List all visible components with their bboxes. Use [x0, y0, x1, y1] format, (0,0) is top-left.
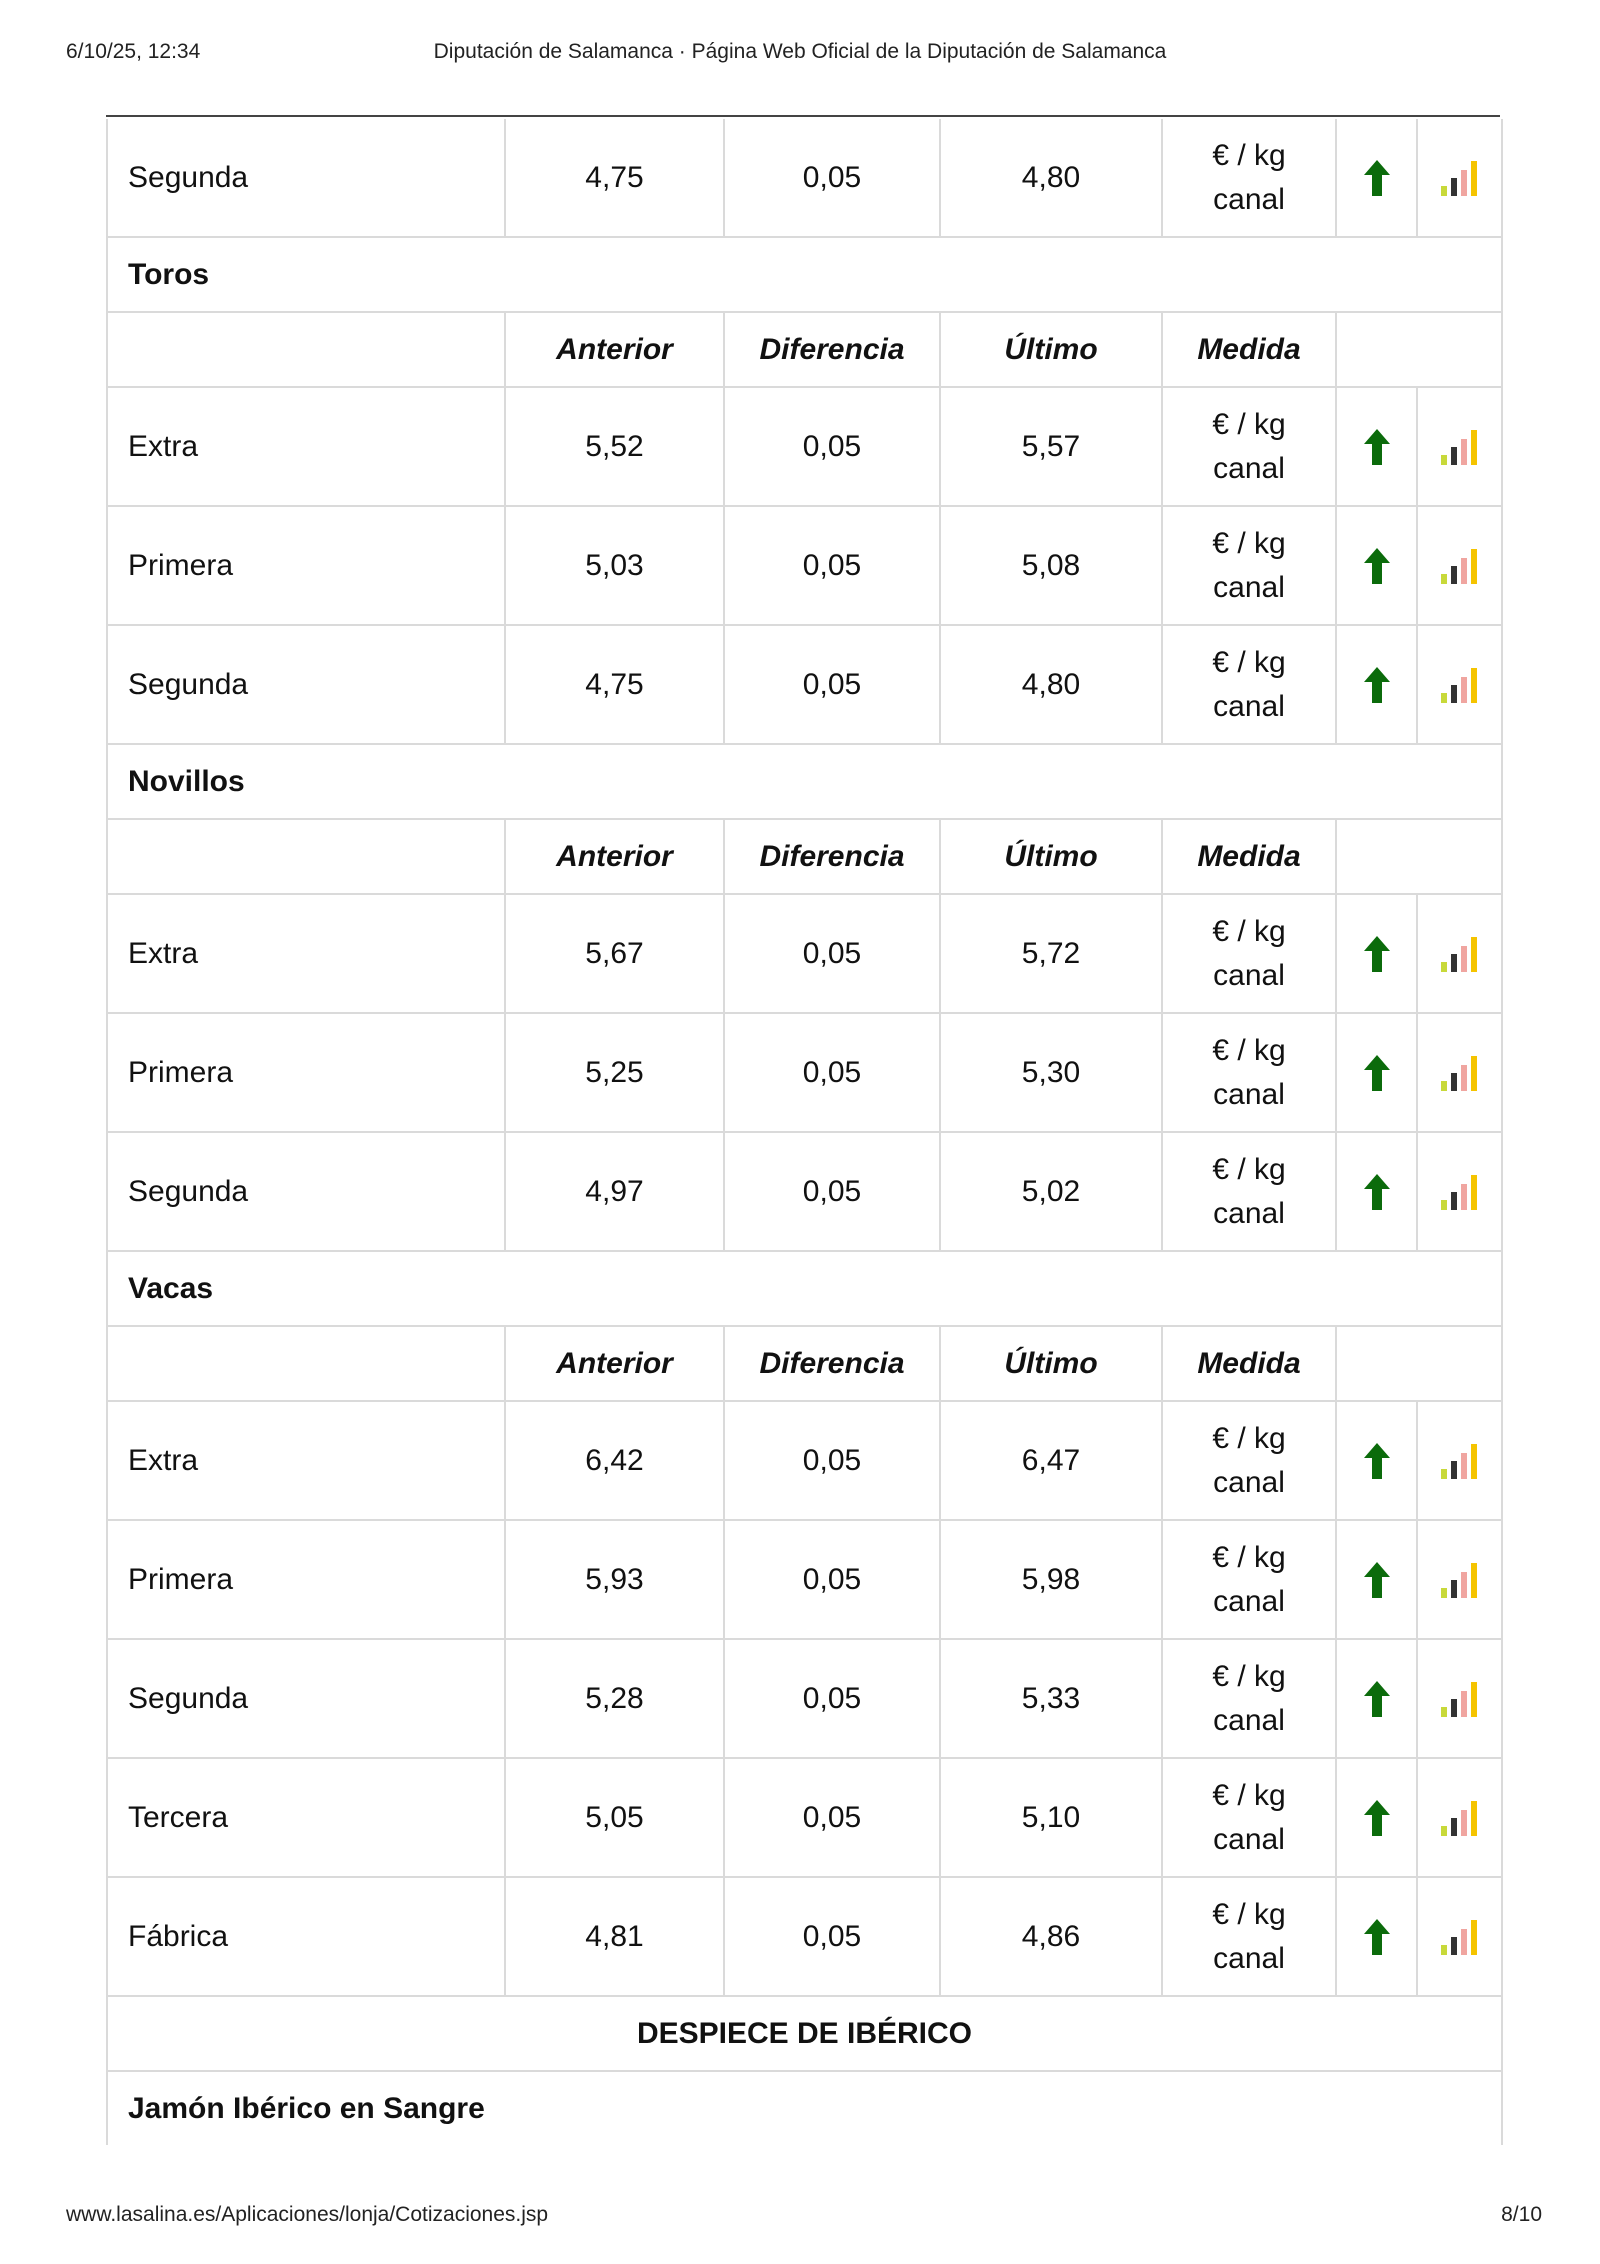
arrow-up-icon: [1363, 1561, 1391, 1594]
unit-cell: [1162, 1013, 1336, 1132]
column-header-row: [107, 1326, 1502, 1401]
unit-cell: [1162, 387, 1336, 506]
ultimo-value: 5,33: [940, 1639, 1162, 1758]
ultimo-value: 5,57: [940, 387, 1162, 506]
chart-cell: [1417, 119, 1502, 237]
anterior-value: 6,42: [505, 1401, 724, 1520]
table-row: [107, 506, 1502, 625]
prices-table-body: [107, 119, 1502, 2145]
unit-line1: € / kg: [1212, 1778, 1286, 1812]
row-name: Segunda: [107, 119, 505, 237]
bar-chart-icon[interactable]: [1439, 1561, 1481, 1594]
diferencia-value: 0,05: [724, 119, 940, 237]
bar-chart-icon[interactable]: [1439, 1799, 1481, 1832]
unit-line2: canal: [1213, 689, 1285, 723]
bar-chart-icon[interactable]: [1439, 547, 1481, 580]
trend-cell: [1336, 1013, 1417, 1132]
bar-chart-icon[interactable]: [1439, 1680, 1481, 1713]
row-name: Segunda: [107, 625, 505, 744]
row-name: Primera: [107, 1013, 505, 1132]
ultimo-value: 5,30: [940, 1013, 1162, 1132]
trend-cell: [1336, 119, 1417, 237]
anterior-value: 4,81: [505, 1877, 724, 1996]
diferencia-value: 0,05: [724, 1132, 940, 1251]
diferencia-value: 0,05: [724, 625, 940, 744]
trend-cell: [1336, 506, 1417, 625]
bar-chart-icon[interactable]: [1439, 1918, 1481, 1951]
section-title: Jamón Ibérico en Sangre: [107, 2071, 1502, 2145]
unit-cell: [1162, 1877, 1336, 1996]
chart-cell: [1417, 894, 1502, 1013]
header-empty-icons: [1336, 819, 1502, 894]
table-row: [107, 1013, 1502, 1132]
arrow-up-icon: [1363, 428, 1391, 461]
bar-chart-icon[interactable]: [1439, 1442, 1481, 1475]
header-empty: [107, 1326, 505, 1401]
header-empty: [107, 819, 505, 894]
table-row: [107, 119, 1502, 237]
table-row: [107, 1132, 1502, 1251]
print-page-number: 8/10: [1501, 2203, 1542, 2226]
trend-cell: [1336, 1758, 1417, 1877]
chart-cell: [1417, 1132, 1502, 1251]
ultimo-value: 5,10: [940, 1758, 1162, 1877]
arrow-up-icon: [1363, 1918, 1391, 1951]
ultimo-value: 4,86: [940, 1877, 1162, 1996]
ultimo-value: 5,72: [940, 894, 1162, 1013]
diferencia-value: 0,05: [724, 1013, 940, 1132]
print-page-title: Diputación de Salamanca · Página Web Oficial de la Diputación de Salamanca: [433, 40, 1167, 63]
table-row: [107, 1758, 1502, 1877]
header-ultimo: Último: [940, 1326, 1162, 1401]
unit-cell: [1162, 1639, 1336, 1758]
bar-chart-icon[interactable]: [1439, 666, 1481, 699]
prices-table: [106, 119, 1503, 2145]
anterior-value: 5,93: [505, 1520, 724, 1639]
chart-cell: [1417, 1639, 1502, 1758]
row-name: Tercera: [107, 1758, 505, 1877]
table-row: [107, 894, 1502, 1013]
unit-line1: € / kg: [1212, 138, 1286, 172]
table-row: [107, 387, 1502, 506]
unit-cell: [1162, 1758, 1336, 1877]
arrow-up-icon: [1363, 935, 1391, 968]
diferencia-value: 0,05: [724, 1877, 940, 1996]
arrow-up-icon: [1363, 666, 1391, 699]
unit-cell: [1162, 506, 1336, 625]
header-anterior: Anterior: [505, 819, 724, 894]
row-name: Primera: [107, 506, 505, 625]
header-medida: Medida: [1162, 1326, 1336, 1401]
chart-cell: [1417, 506, 1502, 625]
ultimo-value: 6,47: [940, 1401, 1162, 1520]
row-name: Segunda: [107, 1132, 505, 1251]
row-name: Segunda: [107, 1639, 505, 1758]
unit-cell: [1162, 625, 1336, 744]
print-header: [0, 40, 1600, 70]
header-empty-icons: [1336, 312, 1502, 387]
diferencia-value: 0,05: [724, 506, 940, 625]
ultimo-value: 5,08: [940, 506, 1162, 625]
ultimo-value: 5,98: [940, 1520, 1162, 1639]
chart-cell: [1417, 1520, 1502, 1639]
diferencia-value: 0,05: [724, 894, 940, 1013]
unit-cell: [1162, 1401, 1336, 1520]
bar-chart-icon[interactable]: [1439, 935, 1481, 968]
print-footer: [0, 2203, 1600, 2233]
header-diferencia: Diferencia: [724, 819, 940, 894]
trend-cell: [1336, 1132, 1417, 1251]
header-diferencia: Diferencia: [724, 312, 940, 387]
bar-chart-icon[interactable]: [1439, 1173, 1481, 1206]
unit-line2: canal: [1213, 1703, 1285, 1737]
unit-line1: € / kg: [1212, 645, 1286, 679]
anterior-value: 4,97: [505, 1132, 724, 1251]
table-row: [107, 1877, 1502, 1996]
unit-line2: canal: [1213, 182, 1285, 216]
row-name: Fábrica: [107, 1877, 505, 1996]
diferencia-value: 0,05: [724, 387, 940, 506]
arrow-up-icon: [1363, 1054, 1391, 1087]
trend-cell: [1336, 1401, 1417, 1520]
chart-cell: [1417, 1401, 1502, 1520]
header-medida: Medida: [1162, 312, 1336, 387]
header-anterior: Anterior: [505, 1326, 724, 1401]
trend-cell: [1336, 1639, 1417, 1758]
unit-line1: € / kg: [1212, 526, 1286, 560]
unit-line2: canal: [1213, 1822, 1285, 1856]
chart-cell: [1417, 1877, 1502, 1996]
section-title: Novillos: [107, 744, 1502, 819]
header-anterior: Anterior: [505, 312, 724, 387]
section-heading-row: [107, 2071, 1502, 2145]
arrow-up-icon: [1363, 547, 1391, 580]
diferencia-value: 0,05: [724, 1758, 940, 1877]
ultimo-value: 5,02: [940, 1132, 1162, 1251]
table-row: [107, 1520, 1502, 1639]
unit-line1: € / kg: [1212, 1897, 1286, 1931]
column-header-row: [107, 312, 1502, 387]
top-rule: [106, 115, 1500, 117]
row-name: Extra: [107, 894, 505, 1013]
category-heading: DESPIECE DE IBÉRICO: [107, 1996, 1502, 2071]
table-row: [107, 625, 1502, 744]
unit-line2: canal: [1213, 451, 1285, 485]
unit-line2: canal: [1213, 1941, 1285, 1975]
ultimo-value: 4,80: [940, 119, 1162, 237]
header-diferencia: Diferencia: [724, 1326, 940, 1401]
table-row: [107, 1639, 1502, 1758]
print-url: www.lasalina.es/Aplicaciones/lonja/Cotizaciones.jsp: [66, 2203, 549, 2226]
print-datetime: 6/10/25, 12:34: [66, 40, 201, 63]
anterior-value: 5,28: [505, 1639, 724, 1758]
anterior-value: 5,52: [505, 387, 724, 506]
header-empty: [107, 312, 505, 387]
diferencia-value: 0,05: [724, 1520, 940, 1639]
trend-cell: [1336, 625, 1417, 744]
trend-cell: [1336, 1877, 1417, 1996]
header-ultimo: Último: [940, 819, 1162, 894]
unit-line2: canal: [1213, 1077, 1285, 1111]
column-header-row: [107, 819, 1502, 894]
trend-cell: [1336, 387, 1417, 506]
row-name: Extra: [107, 1401, 505, 1520]
row-name: Primera: [107, 1520, 505, 1639]
unit-cell: [1162, 894, 1336, 1013]
anterior-value: 5,05: [505, 1758, 724, 1877]
section-heading-row: [107, 744, 1502, 819]
table-row: [107, 1401, 1502, 1520]
anterior-value: 5,03: [505, 506, 724, 625]
unit-line1: € / kg: [1212, 1659, 1286, 1693]
bar-chart-icon[interactable]: [1439, 1054, 1481, 1087]
unit-line2: canal: [1213, 1196, 1285, 1230]
chart-cell: [1417, 625, 1502, 744]
unit-line1: € / kg: [1212, 407, 1286, 441]
unit-cell: [1162, 1520, 1336, 1639]
section-title: Vacas: [107, 1251, 1502, 1326]
unit-cell: [1162, 119, 1336, 237]
header-ultimo: Último: [940, 312, 1162, 387]
arrow-up-icon: [1363, 159, 1391, 192]
section-heading-row: [107, 1251, 1502, 1326]
trend-cell: [1336, 1520, 1417, 1639]
anterior-value: 5,67: [505, 894, 724, 1013]
chart-cell: [1417, 1758, 1502, 1877]
diferencia-value: 0,05: [724, 1639, 940, 1758]
unit-cell: [1162, 1132, 1336, 1251]
chart-cell: [1417, 1013, 1502, 1132]
header-empty-icons: [1336, 1326, 1502, 1401]
section-heading-row: [107, 237, 1502, 312]
diferencia-value: 0,05: [724, 1401, 940, 1520]
prices-table-container: [106, 119, 1501, 2145]
arrow-up-icon: [1363, 1442, 1391, 1475]
anterior-value: 4,75: [505, 625, 724, 744]
anterior-value: 5,25: [505, 1013, 724, 1132]
arrow-up-icon: [1363, 1799, 1391, 1832]
arrow-up-icon: [1363, 1680, 1391, 1713]
unit-line2: canal: [1213, 570, 1285, 604]
trend-cell: [1336, 894, 1417, 1013]
header-medida: Medida: [1162, 819, 1336, 894]
ultimo-value: 4,80: [940, 625, 1162, 744]
unit-line1: € / kg: [1212, 1033, 1286, 1067]
chart-cell: [1417, 387, 1502, 506]
unit-line1: € / kg: [1212, 914, 1286, 948]
unit-line1: € / kg: [1212, 1421, 1286, 1455]
bar-chart-icon[interactable]: [1439, 159, 1481, 192]
arrow-up-icon: [1363, 1173, 1391, 1206]
bar-chart-icon[interactable]: [1439, 428, 1481, 461]
anterior-value: 4,75: [505, 119, 724, 237]
unit-line2: canal: [1213, 1584, 1285, 1618]
unit-line2: canal: [1213, 1465, 1285, 1499]
category-heading-row: [107, 1996, 1502, 2071]
unit-line1: € / kg: [1212, 1152, 1286, 1186]
unit-line2: canal: [1213, 958, 1285, 992]
section-title: Toros: [107, 237, 1502, 312]
row-name: Extra: [107, 387, 505, 506]
unit-line1: € / kg: [1212, 1540, 1286, 1574]
